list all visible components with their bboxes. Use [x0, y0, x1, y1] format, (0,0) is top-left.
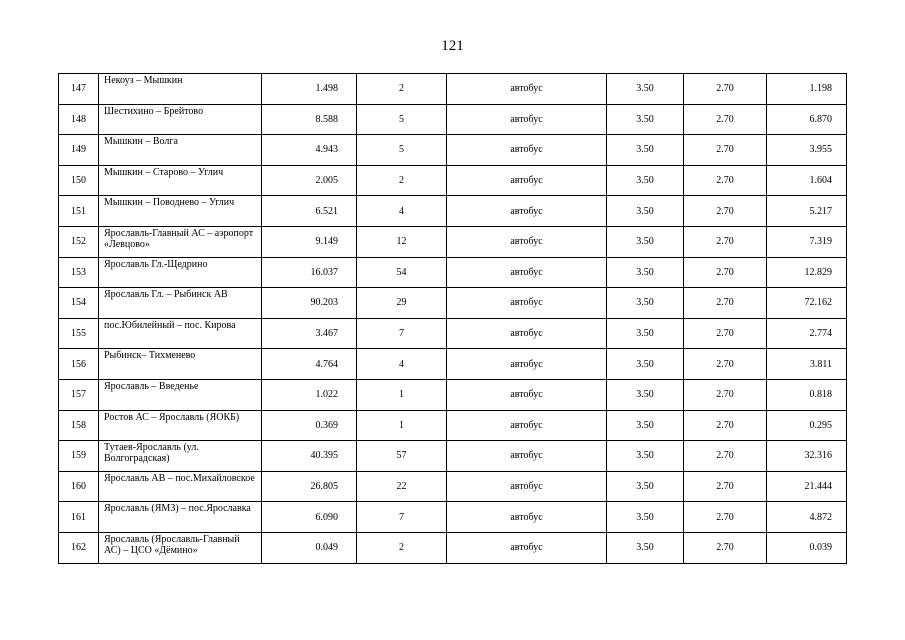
rate-cell: 3.50: [607, 471, 684, 502]
route-length-cell: 2.005: [262, 165, 357, 196]
row-number-cell: 152: [59, 226, 99, 257]
total-cell: 12.829: [767, 257, 847, 288]
total-cell: 0.295: [767, 410, 847, 441]
trips-count-cell: 4: [357, 349, 447, 380]
route-name-cell: Ярославль (ЯМЗ) – пос.Ярославка: [99, 502, 262, 533]
route-length-cell: 1.022: [262, 379, 357, 410]
row-number-cell: 149: [59, 135, 99, 166]
row-number-cell: 151: [59, 196, 99, 227]
vehicle-type-cell: автобус: [447, 104, 607, 135]
row-number-cell: 157: [59, 379, 99, 410]
rate-cell: 3.50: [607, 257, 684, 288]
table-row: [59, 471, 847, 502]
vehicle-type-cell: автобус: [447, 196, 607, 227]
rate-secondary-cell: 2.70: [684, 288, 767, 319]
route-name-cell: Ярославль Гл.-Щедрино: [99, 257, 262, 288]
trips-count-cell: 5: [357, 104, 447, 135]
table-row: [59, 532, 847, 563]
table-row: [59, 288, 847, 319]
route-name-cell: Ярославль (Ярославль-Главный АС) – ЦСО «Дёмино»: [99, 532, 262, 563]
vehicle-type-cell: автобус: [447, 532, 607, 563]
route-name-cell: Ярославль – Введенье: [99, 379, 262, 410]
rate-cell: 3.50: [607, 532, 684, 563]
table-row: [59, 441, 847, 472]
rate-cell: 3.50: [607, 318, 684, 349]
route-name-cell: пос.Юбилейный – пос. Кирова: [99, 318, 262, 349]
route-name-cell: Некоуз – Мышкин: [99, 74, 262, 105]
total-cell: 0.818: [767, 379, 847, 410]
table-row: [59, 257, 847, 288]
row-number-cell: 147: [59, 74, 99, 105]
rate-secondary-cell: 2.70: [684, 349, 767, 380]
total-cell: 3.955: [767, 135, 847, 166]
row-number-cell: 161: [59, 502, 99, 533]
total-cell: 6.870: [767, 104, 847, 135]
total-cell: 1.198: [767, 74, 847, 105]
route-name-cell: Рыбинск– Тихменево: [99, 349, 262, 380]
route-length-cell: 8.588: [262, 104, 357, 135]
trips-count-cell: 7: [357, 502, 447, 533]
table-row: [59, 74, 847, 105]
rate-secondary-cell: 2.70: [684, 165, 767, 196]
total-cell: 7.319: [767, 226, 847, 257]
table-row: [59, 135, 847, 166]
trips-count-cell: 2: [357, 165, 447, 196]
route-length-cell: 40.395: [262, 441, 357, 472]
table-row: [59, 318, 847, 349]
trips-count-cell: 2: [357, 74, 447, 105]
rate-secondary-cell: 2.70: [684, 104, 767, 135]
row-number-cell: 154: [59, 288, 99, 319]
route-name-cell: Тутаев-Ярославль (ул. Волгоградская): [99, 441, 262, 472]
vehicle-type-cell: автобус: [447, 257, 607, 288]
rate-cell: 3.50: [607, 196, 684, 227]
row-number-cell: 148: [59, 104, 99, 135]
rate-secondary-cell: 2.70: [684, 196, 767, 227]
rate-cell: 3.50: [607, 502, 684, 533]
total-cell: 4.872: [767, 502, 847, 533]
route-length-cell: 90.203: [262, 288, 357, 319]
trips-count-cell: 1: [357, 379, 447, 410]
total-cell: 32.316: [767, 441, 847, 472]
rate-secondary-cell: 2.70: [684, 410, 767, 441]
table-row: [59, 196, 847, 227]
row-number-cell: 162: [59, 532, 99, 563]
trips-count-cell: 22: [357, 471, 447, 502]
vehicle-type-cell: автобус: [447, 379, 607, 410]
rate-cell: 3.50: [607, 104, 684, 135]
vehicle-type-cell: автобус: [447, 349, 607, 380]
vehicle-type-cell: автобус: [447, 226, 607, 257]
rate-cell: 3.50: [607, 288, 684, 319]
route-name-cell: Ярославль-Главный АС – аэропорт «Левцово»: [99, 226, 262, 257]
route-length-cell: 26.805: [262, 471, 357, 502]
rate-secondary-cell: 2.70: [684, 135, 767, 166]
row-number-cell: 160: [59, 471, 99, 502]
page-number: 121: [441, 38, 464, 54]
route-name-cell: Шестихино – Брейтово: [99, 104, 262, 135]
rate-secondary-cell: 2.70: [684, 441, 767, 472]
route-name-cell: Ростов АС – Ярославль (ЯОКБ): [99, 410, 262, 441]
total-cell: 0.039: [767, 532, 847, 563]
route-name-cell: Ярославль АВ – пос.Михайловское: [99, 471, 262, 502]
rate-cell: 3.50: [607, 165, 684, 196]
route-name-cell: Ярославль Гл. – Рыбинск АВ: [99, 288, 262, 319]
rate-secondary-cell: 2.70: [684, 502, 767, 533]
table-row: [59, 349, 847, 380]
table-row: [59, 502, 847, 533]
trips-count-cell: 12: [357, 226, 447, 257]
trips-count-cell: 5: [357, 135, 447, 166]
routes-table: [58, 73, 847, 564]
route-length-cell: 6.521: [262, 196, 357, 227]
rate-cell: 3.50: [607, 410, 684, 441]
rate-cell: 3.50: [607, 135, 684, 166]
vehicle-type-cell: автобус: [447, 471, 607, 502]
total-cell: 21.444: [767, 471, 847, 502]
trips-count-cell: 57: [357, 441, 447, 472]
route-length-cell: 4.764: [262, 349, 357, 380]
rate-cell: 3.50: [607, 441, 684, 472]
table-row: [59, 104, 847, 135]
route-name-cell: Мышкин – Волга: [99, 135, 262, 166]
total-cell: 5.217: [767, 196, 847, 227]
total-cell: 3.811: [767, 349, 847, 380]
vehicle-type-cell: автобус: [447, 441, 607, 472]
table-row: [59, 165, 847, 196]
table-row: [59, 379, 847, 410]
rate-secondary-cell: 2.70: [684, 74, 767, 105]
route-length-cell: 16.037: [262, 257, 357, 288]
row-number-cell: 153: [59, 257, 99, 288]
trips-count-cell: 54: [357, 257, 447, 288]
trips-count-cell: 2: [357, 532, 447, 563]
route-name-cell: Мышкин – Старово – Углич: [99, 165, 262, 196]
trips-count-cell: 1: [357, 410, 447, 441]
route-name-cell: Мышкин – Поводнево – Углич: [99, 196, 262, 227]
route-length-cell: 9.149: [262, 226, 357, 257]
vehicle-type-cell: автобус: [447, 165, 607, 196]
rate-cell: 3.50: [607, 379, 684, 410]
row-number-cell: 158: [59, 410, 99, 441]
vehicle-type-cell: автобус: [447, 502, 607, 533]
trips-count-cell: 4: [357, 196, 447, 227]
route-length-cell: 0.369: [262, 410, 357, 441]
vehicle-type-cell: автобус: [447, 135, 607, 166]
vehicle-type-cell: автобус: [447, 410, 607, 441]
rate-cell: 3.50: [607, 349, 684, 380]
row-number-cell: 155: [59, 318, 99, 349]
rate-secondary-cell: 2.70: [684, 532, 767, 563]
table-row: [59, 226, 847, 257]
rate-secondary-cell: 2.70: [684, 318, 767, 349]
rate-secondary-cell: 2.70: [684, 257, 767, 288]
table-row: [59, 410, 847, 441]
route-length-cell: 3.467: [262, 318, 357, 349]
total-cell: 72.162: [767, 288, 847, 319]
row-number-cell: 159: [59, 441, 99, 472]
row-number-cell: 156: [59, 349, 99, 380]
route-length-cell: 4.943: [262, 135, 357, 166]
rate-cell: 3.50: [607, 74, 684, 105]
route-length-cell: 6.090: [262, 502, 357, 533]
vehicle-type-cell: автобус: [447, 74, 607, 105]
table-body: [59, 74, 847, 564]
vehicle-type-cell: автобус: [447, 318, 607, 349]
route-length-cell: 1.498: [262, 74, 357, 105]
trips-count-cell: 29: [357, 288, 447, 319]
total-cell: 1.604: [767, 165, 847, 196]
rate-secondary-cell: 2.70: [684, 226, 767, 257]
rate-secondary-cell: 2.70: [684, 471, 767, 502]
vehicle-type-cell: автобус: [447, 288, 607, 319]
trips-count-cell: 7: [357, 318, 447, 349]
route-length-cell: 0.049: [262, 532, 357, 563]
rate-cell: 3.50: [607, 226, 684, 257]
rate-secondary-cell: 2.70: [684, 379, 767, 410]
row-number-cell: 150: [59, 165, 99, 196]
total-cell: 2.774: [767, 318, 847, 349]
